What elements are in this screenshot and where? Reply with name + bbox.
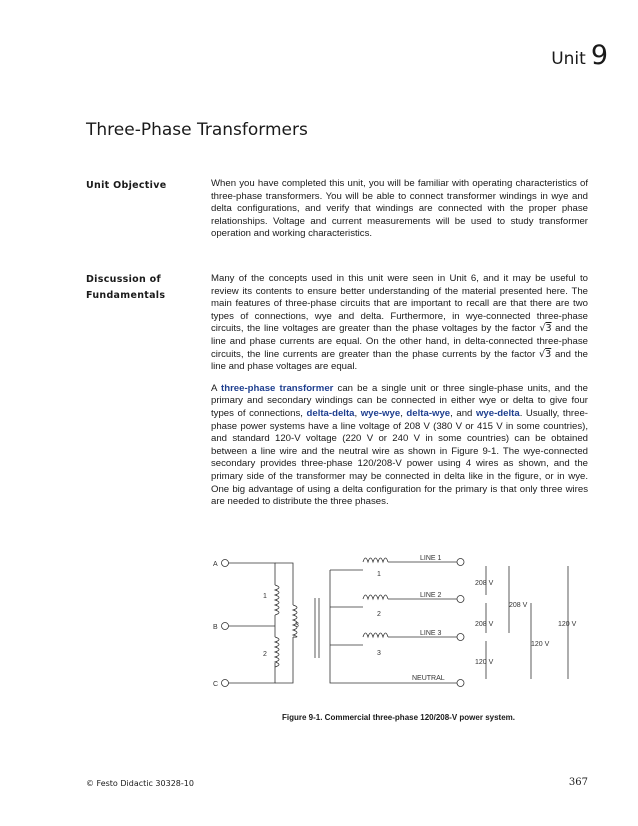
discussion-label-line1: Discussion of: [86, 274, 161, 285]
input-label-b: B: [213, 624, 218, 631]
terminal-line-2-icon: [457, 596, 464, 603]
voltage-label-v12: 208 V: [475, 580, 494, 587]
term-delta-delta: delta-delta: [306, 407, 355, 419]
objective-label-second: Objective: [113, 180, 167, 191]
discussion-label: [86, 272, 165, 304]
discussion-paragraph-2: [211, 383, 588, 509]
p1-part-b: and the line and phase currents are equal. On the other hand, in delta-connected three-phase circuits, the line currents are greater than the phase currents by the factor: [211, 323, 588, 360]
page-number: 367: [568, 777, 588, 788]
sqrt-three-1: [539, 323, 551, 334]
unit-objective-text: [211, 178, 588, 250]
p2-part-b: can be a single unit or three single-phase units, and the primary and secondary windings can be connected in either wye or delta to give four types of connections,: [211, 382, 588, 419]
voltage-label-v1n: 120 V: [558, 621, 577, 628]
term-three-phase-transformer: three-phase transformer: [221, 382, 334, 394]
term-wye-delta: wye-delta: [475, 407, 520, 419]
line-label-2: LINE 2: [420, 592, 442, 599]
primary-wire-c: [229, 663, 276, 683]
figure-caption: Figure 9-1. Commercial three-phase 120/208-V power system.: [282, 713, 515, 722]
unit-header: [551, 40, 608, 71]
line-label-1: LINE 1: [420, 555, 442, 562]
secondary-coil-1: [363, 558, 388, 562]
unit-label: Unit: [551, 49, 586, 69]
secondary-coil-label-3: 3: [377, 650, 381, 657]
secondary-coil-3: [363, 633, 388, 637]
terminal-a-icon: [222, 560, 229, 567]
primary-coil-label-3: 3: [295, 622, 299, 629]
sqrt-sign-2: √: [539, 348, 546, 360]
input-label-c: C: [213, 681, 219, 688]
page-title: Three-Phase Transformers: [86, 120, 308, 140]
objective-label-first: Unit: [86, 180, 114, 191]
sqrt-radicand-1: 3: [545, 323, 552, 335]
primary-coil-1: [275, 585, 279, 615]
line-label-3: LINE 3: [420, 630, 442, 637]
terminal-line-3-icon: [457, 634, 464, 641]
p1-part-c: and the line and phase voltages are equal.: [211, 348, 588, 373]
term-delta-wye: delta-wye: [406, 407, 451, 419]
term-wye-wye: wye-wye: [360, 407, 401, 419]
terminal-b-icon: [222, 623, 229, 630]
p2-sep-2: ,: [400, 407, 407, 419]
voltage-label-v23: 208 V: [475, 621, 494, 628]
terminal-neutral-icon: [457, 680, 464, 687]
primary-coil-2: [275, 637, 279, 667]
discussion-label-line2: Fundamentals: [86, 290, 166, 301]
terminal-c-icon: [222, 680, 229, 687]
secondary-neutral-bus: [330, 570, 457, 683]
terminal-line-1-icon: [457, 559, 464, 566]
primary-coil-label-2: 2: [263, 651, 267, 658]
p2-part-d: . Usually, three-phase power systems have a line voltage of 208 V (380 V or 415 V in some countries), and standard 120-V voltage (220 V or 240 V in some countries) can be obtained between a line wire and the neutral wire as shown in Figure 9-1. The wye-connected secondary provides three-phase 120/208-V power using 4 wires as shown, and the primary side of the transformer may be connected in delta like in the figure, or in wye. One big advantage of using a delta configuration for the primary is that only three wires are needed to distribute the three phases.: [211, 407, 588, 508]
sqrt-radicand-2: 3: [545, 348, 552, 360]
p2-sep-1: ,: [354, 407, 361, 419]
neutral-label: NEUTRAL: [412, 675, 445, 682]
input-label-a: A: [213, 561, 218, 568]
objective-paragraph: When you have completed this unit, you will be familiar with operating characteristics of three-phase transformers. You will be able to connect transformer windings in wye and delta configurations, and verify that windings are connected with the proper phase relationships. Voltage and current measurements will be used to study transformer operation and working characteristics.: [211, 178, 588, 240]
voltage-label-v3n: 120 V: [475, 659, 494, 666]
primary-coil-label-1: 1: [263, 593, 267, 600]
p2-part-a: A: [211, 382, 222, 394]
primary-wire-a: [229, 563, 276, 585]
sqrt-sign-1: √: [539, 323, 546, 335]
discussion-paragraph-1: [211, 273, 588, 374]
unit-objective-label: [86, 178, 166, 194]
discussion-text: [211, 273, 588, 518]
secondary-coil-2: [363, 595, 388, 599]
voltage-label-v13: 208 V: [509, 602, 528, 609]
p1-part-a: Many of the concepts used in this unit were seen in Unit 6, and it may be useful to review its contents to ensure better understanding of the material presented here. The main features of three-phase circuits that are important to recall are that there are two types of connections, wye and delta. Furthermore, in wye-connected three-phase circuits, the line voltages are greater than the phase voltages by the factor: [211, 273, 588, 335]
voltage-label-v2n: 120 V: [531, 641, 550, 648]
unit-number: 9: [590, 40, 608, 71]
footer-publisher: © Festo Didactic 30328-10: [86, 779, 194, 788]
sqrt-three-2: [539, 349, 551, 360]
secondary-coil-label-1: 1: [377, 571, 381, 578]
three-phase-circuit-diagram: [205, 540, 585, 700]
p2-sep-3: , and: [450, 407, 476, 419]
primary-delta-wire-2: [275, 637, 293, 683]
secondary-coil-label-2: 2: [377, 611, 381, 618]
